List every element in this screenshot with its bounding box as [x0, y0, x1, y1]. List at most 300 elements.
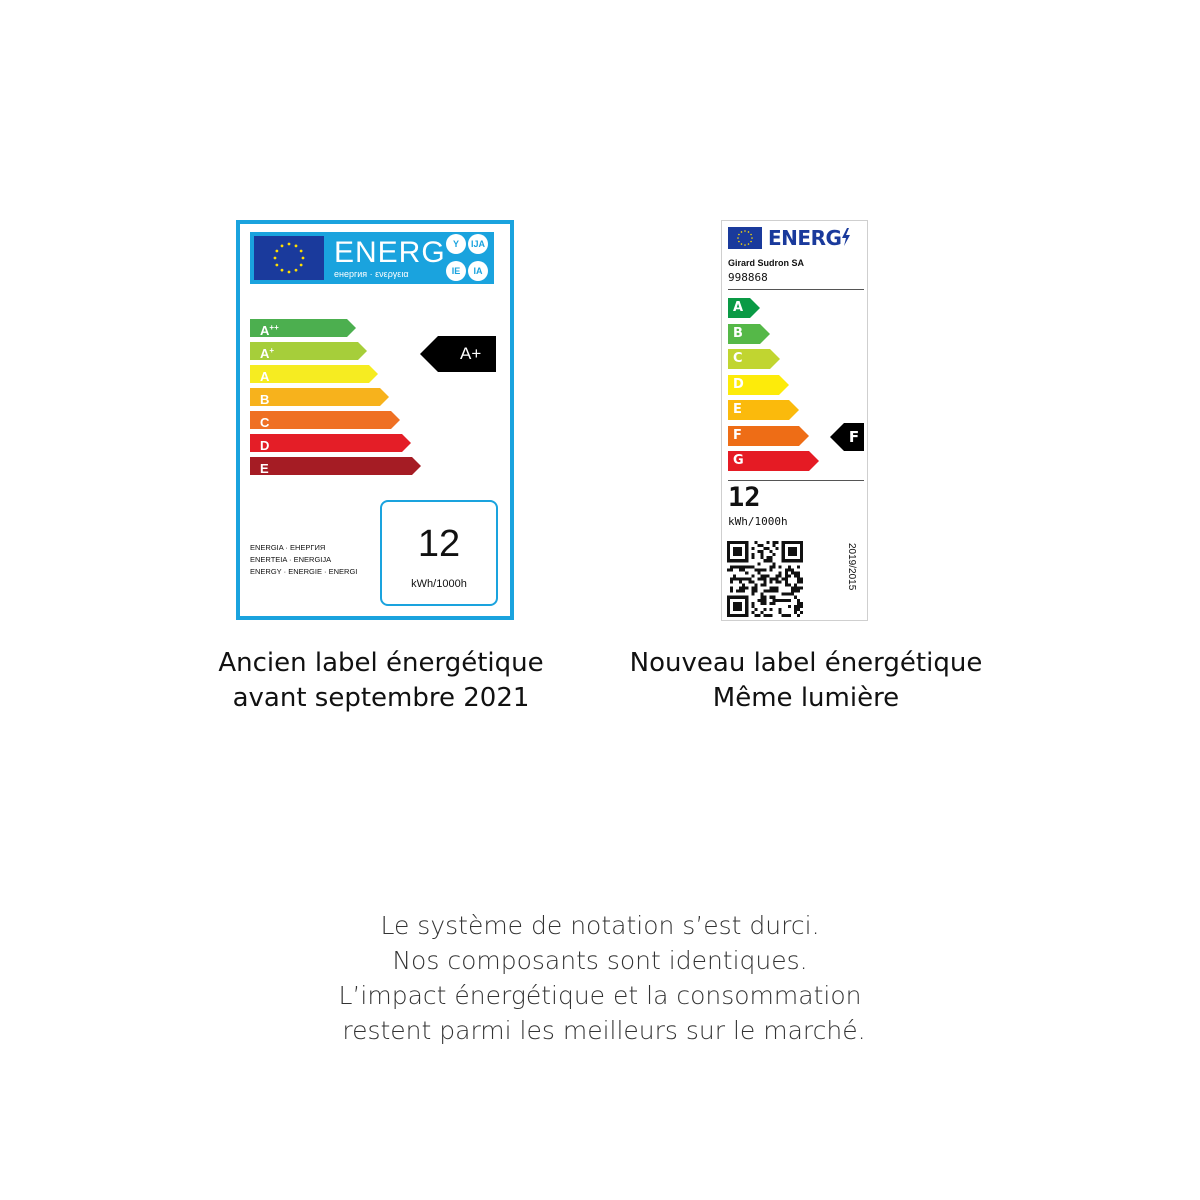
- new-scale-bar: [728, 349, 770, 369]
- new-scale-bar: [728, 451, 809, 471]
- qr-module: [730, 568, 733, 571]
- qr-module: [791, 568, 794, 571]
- qr-module: [776, 581, 779, 584]
- qr-module: [760, 596, 763, 599]
- arrow-tip-icon: [402, 434, 411, 452]
- qr-module: [791, 571, 794, 574]
- old-label-header: [250, 232, 494, 284]
- qr-module: [739, 587, 742, 590]
- qr-module: [794, 605, 797, 608]
- qr-module: [770, 614, 773, 617]
- qr-module: [742, 568, 745, 571]
- footer-line: restent parmi les meilleurs sur le marché.: [334, 1016, 866, 1045]
- qr-module: [788, 568, 791, 571]
- old-rating-arrow: [438, 336, 496, 372]
- qr-module: [767, 541, 770, 544]
- qr-module: [791, 587, 794, 590]
- qr-module: [760, 577, 763, 580]
- new-scale-letter: G: [733, 453, 744, 468]
- new-scale-letter: A: [733, 300, 744, 315]
- footer-line: Le système de notation s’est durci.: [380, 911, 820, 940]
- qr-module: [751, 556, 754, 559]
- qr-module: [773, 590, 776, 593]
- new-scale-letter: D: [733, 377, 744, 392]
- qr-module: [742, 577, 745, 580]
- regulation-number: 2019/2015: [846, 543, 857, 591]
- divider: [728, 289, 864, 290]
- qr-module: [794, 587, 797, 590]
- old-scale-bar: [250, 411, 391, 429]
- qr-module: [742, 590, 745, 593]
- qr-module: [785, 568, 788, 571]
- qr-module: [800, 605, 803, 608]
- old-consumption-box: [380, 500, 498, 606]
- qr-module: [754, 587, 757, 590]
- qr-module: [785, 571, 788, 574]
- eu-star: [295, 244, 298, 247]
- qr-module: [751, 565, 754, 568]
- caption-line: avant septembre 2021: [232, 683, 530, 713]
- supplier-name: Girard Sudron SA: [728, 258, 805, 268]
- caption-line: Ancien label énergétique: [218, 648, 544, 678]
- eu-star: [741, 231, 743, 233]
- eu-star: [748, 243, 750, 245]
- qr-module: [751, 581, 754, 584]
- qr-module: [779, 571, 782, 574]
- old-scale-letter: B: [260, 392, 270, 407]
- qr-module: [763, 599, 766, 602]
- eu-flag-icon: [728, 227, 762, 249]
- new-energ-word: [768, 224, 851, 252]
- qr-module: [757, 550, 760, 553]
- qr-module: [763, 614, 766, 617]
- old-scale-bar: [250, 457, 412, 475]
- qr-module: [773, 599, 776, 602]
- eu-star: [744, 230, 746, 232]
- eu-star: [281, 269, 284, 272]
- qr-module: [733, 577, 736, 580]
- eu-star: [737, 237, 739, 239]
- qr-module: [785, 599, 788, 602]
- eu-stars-icon: [728, 227, 762, 249]
- qr-module: [733, 602, 742, 611]
- eu-star: [281, 244, 284, 247]
- qr-module: [736, 565, 739, 568]
- qr-module: [773, 602, 776, 605]
- qr-module: [773, 541, 776, 544]
- qr-module: [730, 590, 733, 593]
- qr-module: [785, 577, 788, 580]
- footer-message: [250, 908, 950, 1048]
- qr-module: [782, 577, 785, 580]
- qr-module: [800, 577, 803, 580]
- qr-module: [754, 568, 757, 571]
- eu-star: [738, 241, 740, 243]
- eu-star: [275, 264, 278, 267]
- energia-line: ENERTEIA · ENERGIJA: [250, 555, 332, 564]
- qr-module: [770, 608, 773, 611]
- eu-star: [750, 241, 752, 243]
- qr-module: [773, 562, 776, 565]
- new-consumption-unit: kWh/1000h: [728, 515, 788, 528]
- new-rating-arrow: [844, 423, 864, 451]
- qr-module: [788, 547, 797, 556]
- footer-line: Nos composants sont identiques.: [392, 946, 808, 975]
- qr-module: [794, 571, 797, 574]
- divider: [728, 480, 864, 481]
- qr-module: [757, 571, 760, 574]
- old-consumption-value: 12: [417, 523, 461, 565]
- qr-module: [751, 547, 754, 550]
- qr-module: [757, 544, 760, 547]
- qr-module: [794, 584, 797, 587]
- qr-module: [757, 599, 760, 602]
- qr-module: [797, 565, 800, 568]
- qr-module: [770, 596, 773, 599]
- qr-module: [797, 571, 800, 574]
- qr-module: [779, 611, 782, 614]
- new-scale-bar: [728, 375, 779, 395]
- eu-star: [738, 234, 740, 236]
- qr-module: [788, 574, 791, 577]
- qr-module: [797, 590, 800, 593]
- qr-module: [800, 581, 803, 584]
- qr-module: [760, 593, 763, 596]
- old-scale-letter: A: [260, 346, 270, 361]
- qr-module: [760, 553, 763, 556]
- qr-module: [782, 599, 785, 602]
- arrow-tip-icon: [358, 342, 367, 360]
- old-scale-bar: [250, 365, 369, 383]
- qr-module: [794, 590, 797, 593]
- qr-module: [757, 577, 760, 580]
- qr-module: [742, 565, 745, 568]
- new-scale-letter: C: [733, 351, 743, 366]
- qr-module: [767, 559, 770, 562]
- qr-module: [800, 611, 803, 614]
- qr-module: [727, 568, 730, 571]
- qr-module: [773, 553, 776, 556]
- eu-star: [274, 257, 277, 260]
- qr-module: [776, 541, 779, 544]
- eu-star: [288, 243, 291, 246]
- qr-module: [763, 602, 766, 605]
- old-energ-word: ENERG: [334, 236, 446, 269]
- energia-line: ENERGY · ENERGIE · ENERGI: [250, 567, 358, 576]
- arrow-tip-icon: [799, 426, 809, 446]
- qr-module: [760, 599, 763, 602]
- qr-module: [733, 547, 742, 556]
- qr-module: [763, 559, 766, 562]
- old-scale-letter: A: [260, 369, 270, 384]
- new-scale-letter: E: [733, 402, 742, 417]
- lang-badge: IA: [468, 261, 488, 281]
- qr-module: [779, 608, 782, 611]
- qr-module: [760, 568, 763, 571]
- qr-module: [751, 611, 754, 614]
- new-energy-label: [721, 220, 868, 621]
- eu-star: [302, 257, 305, 260]
- qr-module: [733, 574, 736, 577]
- arrow-tip-icon: [369, 365, 378, 383]
- qr-module: [770, 565, 773, 568]
- qr-module: [730, 565, 733, 568]
- qr-module: [763, 577, 766, 580]
- qr-module: [748, 565, 751, 568]
- new-scale-letter: F: [733, 428, 742, 443]
- lang-badge: Y: [446, 234, 466, 254]
- qr-module: [763, 581, 766, 584]
- new-scale-letter: B: [733, 326, 743, 341]
- qr-module: [767, 574, 770, 577]
- qr-module: [785, 584, 788, 587]
- eu-star: [300, 250, 303, 253]
- old-scale-sup: +: [269, 346, 275, 355]
- qr-module: [760, 544, 763, 547]
- eu-star: [275, 250, 278, 253]
- qr-module: [773, 596, 776, 599]
- qr-module: [767, 590, 770, 593]
- qr-module: [776, 599, 779, 602]
- arrow-tip-icon: [770, 349, 780, 369]
- eu-stars-icon: [254, 236, 324, 280]
- qr-module: [788, 593, 791, 596]
- qr-module: [788, 605, 791, 608]
- qr-module: [754, 614, 757, 617]
- eu-star: [295, 269, 298, 272]
- qr-module: [739, 577, 742, 580]
- qr-module: [797, 574, 800, 577]
- qr-module: [754, 590, 757, 593]
- qr-module: [779, 574, 782, 577]
- qr-module: [757, 568, 760, 571]
- qr-module: [751, 574, 754, 577]
- qr-module: [763, 608, 766, 611]
- qr-module: [763, 568, 766, 571]
- qr-module: [773, 587, 776, 590]
- qr-module: [770, 550, 773, 553]
- qr-module: [739, 590, 742, 593]
- qr-module: [736, 577, 739, 580]
- qr-module: [788, 614, 791, 617]
- qr-module: [797, 605, 800, 608]
- arrow-tip-icon: [391, 411, 400, 429]
- qr-module: [773, 544, 776, 547]
- qr-module: [730, 577, 733, 580]
- qr-module: [757, 562, 760, 565]
- qr-module: [763, 547, 766, 550]
- qr-module: [794, 611, 797, 614]
- caption-line: Même lumière: [712, 683, 900, 713]
- old-label-body: [240, 224, 510, 616]
- arrow-tip-icon: [380, 388, 389, 406]
- qr-module: [797, 577, 800, 580]
- eu-star: [751, 237, 753, 239]
- qr-code-icon: [727, 541, 803, 617]
- qr-module: [776, 547, 779, 550]
- qr-module: [739, 581, 742, 584]
- qr-module: [763, 596, 766, 599]
- eu-flag-icon: [254, 236, 324, 280]
- new-scale-bar: [728, 324, 760, 344]
- old-scale-letter: A: [260, 323, 270, 338]
- qr-module: [751, 593, 754, 596]
- qr-module: [800, 602, 803, 605]
- qr-module: [770, 602, 773, 605]
- qr-module: [739, 565, 742, 568]
- qr-module: [782, 614, 785, 617]
- qr-module: [770, 581, 773, 584]
- qr-module: [730, 581, 733, 584]
- eu-star: [288, 271, 291, 274]
- old-label-caption: [181, 646, 581, 716]
- qr-module: [763, 584, 766, 587]
- qr-module: [785, 593, 788, 596]
- qr-module: [763, 590, 766, 593]
- arrow-tip-icon: [760, 324, 770, 344]
- qr-module: [770, 587, 773, 590]
- arrow-tip-icon: [412, 457, 421, 475]
- old-scale-letter: E: [260, 461, 269, 476]
- qr-module: [800, 587, 803, 590]
- old-rating-text: A+: [460, 344, 482, 363]
- qr-module: [751, 605, 754, 608]
- qr-module: [757, 614, 760, 617]
- arrow-tip-icon: [420, 336, 438, 372]
- qr-module: [785, 581, 788, 584]
- qr-module: [751, 602, 754, 605]
- new-scale-bar: [728, 298, 750, 318]
- qr-module: [767, 547, 770, 550]
- qr-module: [773, 577, 776, 580]
- qr-module: [776, 590, 779, 593]
- old-energ-subtitle: енергия · ενεργεια: [334, 269, 409, 279]
- qr-module: [794, 608, 797, 611]
- qr-module: [797, 614, 800, 617]
- eu-star: [300, 264, 303, 267]
- qr-module: [760, 550, 763, 553]
- qr-module: [788, 565, 791, 568]
- qr-module: [751, 553, 754, 556]
- qr-module: [788, 599, 791, 602]
- qr-module: [770, 568, 773, 571]
- qr-module: [760, 602, 763, 605]
- qr-module: [779, 565, 782, 568]
- qr-module: [779, 599, 782, 602]
- qr-module: [751, 587, 754, 590]
- qr-module: [745, 565, 748, 568]
- qr-module: [779, 581, 782, 584]
- qr-module: [767, 614, 770, 617]
- old-scale-letter: C: [260, 415, 270, 430]
- old-energia-text: [250, 542, 357, 578]
- qr-module: [760, 574, 763, 577]
- qr-module: [730, 587, 733, 590]
- arrow-tip-icon: [347, 319, 356, 337]
- qr-module: [748, 577, 751, 580]
- qr-module: [763, 574, 766, 577]
- qr-module: [745, 587, 748, 590]
- qr-module: [754, 584, 757, 587]
- eu-star: [748, 231, 750, 233]
- qr-module: [770, 590, 773, 593]
- qr-module: [736, 590, 739, 593]
- qr-module: [767, 556, 770, 559]
- qr-module: [791, 590, 794, 593]
- qr-module: [770, 577, 773, 580]
- old-scale-sup: ++: [269, 323, 279, 332]
- qr-module: [794, 574, 797, 577]
- old-scale-bar: [250, 434, 402, 452]
- caption-line: Nouveau label énergétique: [629, 648, 983, 678]
- qr-module: [797, 608, 800, 611]
- new-consumption-value: 12: [728, 482, 761, 513]
- eu-star: [744, 244, 746, 246]
- model-number: 998868: [728, 271, 768, 284]
- qr-module: [776, 587, 779, 590]
- qr-module: [739, 568, 742, 571]
- qr-module: [785, 614, 788, 617]
- qr-module: [770, 556, 773, 559]
- new-rating-text: F: [848, 428, 860, 446]
- lang-badge: IE: [446, 261, 466, 281]
- qr-module: [760, 556, 763, 559]
- qr-module: [733, 565, 736, 568]
- qr-module: [748, 581, 751, 584]
- qr-module: [794, 596, 797, 599]
- arrow-tip-icon: [779, 375, 789, 395]
- qr-module: [785, 574, 788, 577]
- qr-module: [797, 599, 800, 602]
- qr-module: [770, 559, 773, 562]
- arrow-tip-icon: [789, 400, 799, 420]
- qr-module: [797, 602, 800, 605]
- qr-module: [751, 590, 754, 593]
- old-scale-bar: [250, 388, 380, 406]
- qr-module: [754, 541, 757, 544]
- qr-module: [754, 608, 757, 611]
- new-energ-text: ENERG: [768, 226, 842, 250]
- new-label-caption: [606, 646, 1006, 716]
- lightning-icon: [841, 228, 851, 246]
- qr-module: [776, 574, 779, 577]
- qr-module: [797, 581, 800, 584]
- qr-module: [788, 584, 791, 587]
- eu-star: [750, 234, 752, 236]
- qr-module: [742, 587, 745, 590]
- old-scale-letter: D: [260, 438, 270, 453]
- old-consumption-unit: kWh/1000h: [411, 578, 467, 590]
- qr-module: [776, 577, 779, 580]
- old-energy-label: [236, 220, 514, 620]
- qr-module: [773, 565, 776, 568]
- old-scale-bar: [250, 319, 347, 337]
- qr-module: [760, 611, 763, 614]
- eu-star: [741, 243, 743, 245]
- arrow-tip-icon: [830, 423, 844, 451]
- lang-badge: IJA: [468, 234, 488, 254]
- new-scale-bar: [728, 400, 789, 420]
- qr-module: [745, 577, 748, 580]
- qr-module: [782, 593, 785, 596]
- new-scale-bar: [728, 426, 799, 446]
- qr-module: [791, 593, 794, 596]
- arrow-tip-icon: [750, 298, 760, 318]
- qr-module: [760, 584, 763, 587]
- qr-module: [745, 571, 748, 574]
- arrow-tip-icon: [809, 451, 819, 471]
- qr-module: [797, 587, 800, 590]
